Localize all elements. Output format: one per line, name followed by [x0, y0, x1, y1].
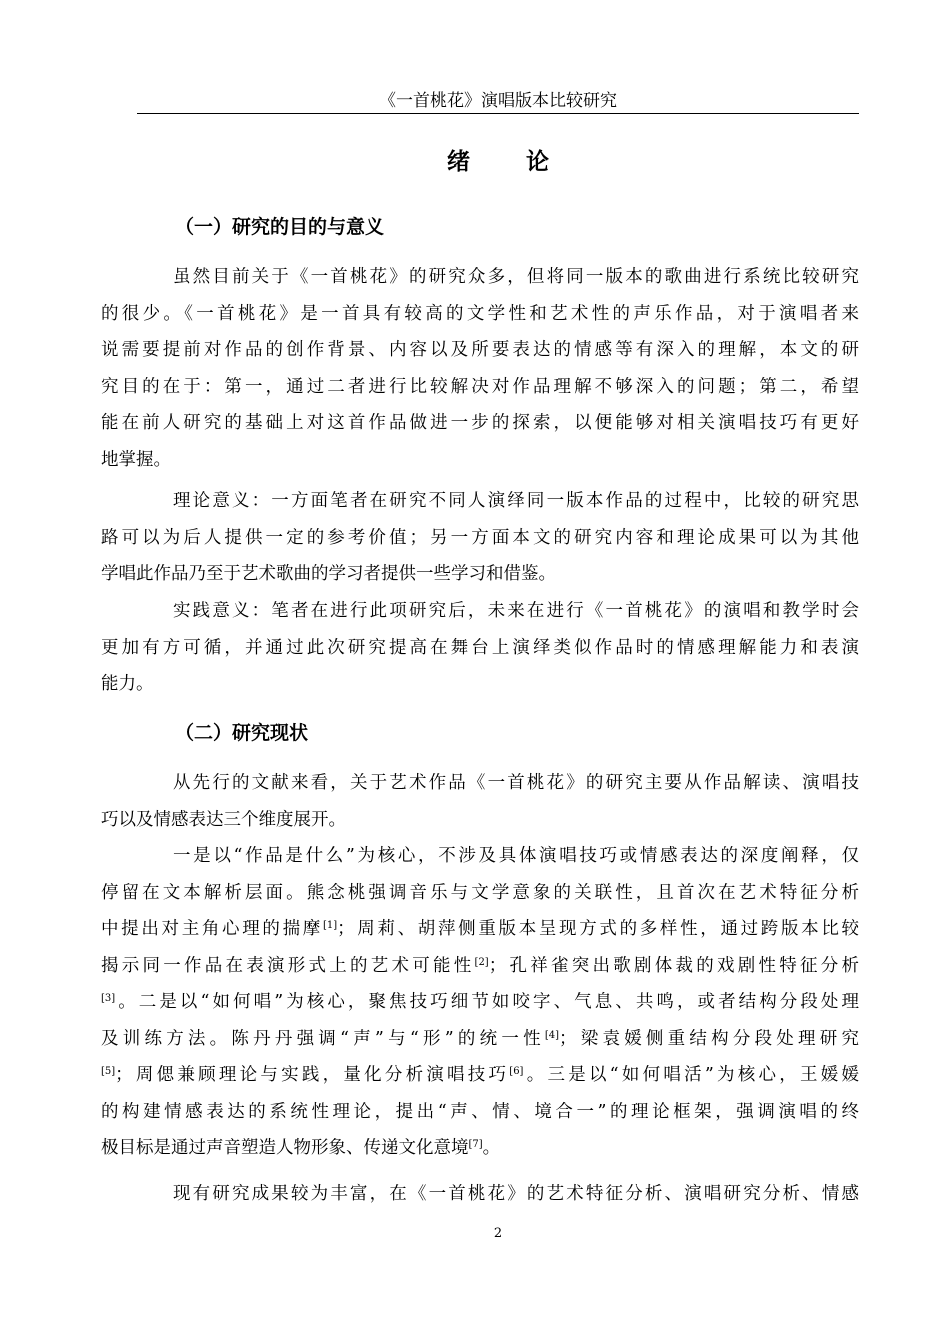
paragraph-literature-review	[101, 838, 860, 1167]
paragraph-line: 停留在文本解析层面。熊念桃强调音乐与文学意象的关联性，且首次在艺术特征分析	[101, 882, 859, 903]
paragraph-current-results	[137, 1176, 859, 1213]
text-run: 极目标是通过声音塑造人物形象、传递文化意境	[101, 1138, 469, 1158]
paragraph-line	[101, 911, 860, 948]
text-run: 及训练方法。陈丹丹强调“声”与“形”的统一性	[101, 1028, 545, 1049]
paragraph-line	[101, 984, 859, 1021]
paragraph-line	[101, 948, 860, 985]
paragraph-line	[101, 1130, 859, 1167]
citation-ref[interactable]: [6]	[509, 1066, 524, 1077]
chapter-title: 绪论	[447, 148, 605, 175]
paragraph-line: 虽然目前关于《一首桃花》的研究众多，但将同一版本的歌曲进行系统比较研究	[173, 267, 859, 287]
paragraph-line: 巧以及情感表达三个维度展开。	[101, 809, 346, 830]
paragraph-line: 路可以为后人提供一定的参考价值；另一方面本文的研究内容和理论成果可以为其他	[101, 527, 859, 548]
citation-ref[interactable]: [7]	[468, 1139, 483, 1150]
paragraph-line: 实践意义：笔者在进行此项研究后，未来在进行《一首桃花》的演唱和教学时会	[173, 601, 859, 621]
text-run: 。二是以“如何唱”为核心，聚焦技巧细节如咬字、气息、共鸣，或者结构分段处理	[115, 992, 859, 1012]
citation-ref[interactable]: [3]	[101, 993, 116, 1004]
paragraph-line: 的很少。《一首桃花》是一首具有较高的文学性和艺术性的声乐作品，对于演唱者来	[101, 303, 859, 324]
paragraph-theory	[101, 483, 859, 593]
citation-ref[interactable]: [5]	[101, 1066, 116, 1077]
paragraph-line: 现有研究成果较为丰富，在《一首桃花》的艺术特征分析、演唱研究分析、情感	[173, 1184, 859, 1204]
text-run: 。	[482, 1138, 501, 1158]
header-rule	[137, 113, 859, 114]
citation-ref[interactable]: [1]	[322, 920, 338, 931]
paragraph-line: 理论意义：一方面笔者在研究不同人演绎同一版本作品的过程中，比较的研究思	[173, 491, 859, 511]
text-run: ；周莉、胡萍侧重版本呈现方式的多样性，通过跨版本比较	[337, 919, 860, 939]
paragraph-line: 能在前人研究的基础上对这首作品做进一步的探索，以便能够对相关演唱技巧有更好	[101, 413, 859, 433]
citation-ref[interactable]: [4]	[544, 1029, 560, 1041]
text-run: 中提出对主角心理的揣摩	[101, 919, 323, 939]
text-run: ；孔祥雀突出歌剧体裁的戏剧性特征分析	[488, 955, 860, 976]
paragraph-line: 地掌握。	[101, 449, 171, 470]
paragraph-line: 说需要提前对作品的创作背景、内容以及所要表达的情感等有深入的理解，本文的研	[101, 340, 859, 360]
text-run: 。三是以“如何唱活”为核心，王媛媛	[523, 1065, 859, 1085]
paragraph-line: 一是以“作品是什么”为核心，不涉及具体演唱技巧或情感表达的深度阐释，仅	[173, 846, 859, 866]
paragraph-purpose	[101, 259, 859, 478]
paragraph-line: 学唱此作品乃至于艺术歌曲的学习者提供一些学习和借鉴。	[101, 564, 556, 584]
paragraph-line: 能力。	[101, 674, 154, 694]
paragraph-line: 更加有方可循，并通过此次研究提高在舞台上演绎类似作品时的情感理解能力和表演	[101, 637, 859, 658]
text-run: ；梁袁媛侧重结构分段处理研究	[559, 1028, 859, 1049]
citation-ref[interactable]: [2]	[474, 956, 489, 968]
paragraph-line: 究目的在于：第一，通过二者进行比较解决对作品理解不够深入的问题；第二，希望	[101, 376, 859, 397]
paragraph-line: 从先行的文献来看，关于艺术作品《一首桃花》的研究主要从作品解读、演唱技	[173, 773, 859, 793]
section-heading-purpose: （一）研究的目的与意义	[175, 216, 385, 238]
text-run: 揭示同一作品在表演形式上的艺术可能性	[101, 955, 475, 976]
page-number: 2	[493, 1226, 503, 1241]
paragraph-line	[101, 1057, 859, 1094]
paragraph-practice	[101, 593, 859, 703]
paragraph-literature-intro	[101, 765, 859, 838]
paragraph-line	[101, 1021, 859, 1058]
running-header: 《一首桃花》演唱版本比较研究	[379, 91, 617, 111]
section-heading-status: （二）研究现状	[175, 722, 309, 744]
text-run: ；周偲兼顾理论与实践，量化分析演唱技巧	[115, 1065, 510, 1085]
paragraph-line: 的构建情感表达的系统性理论，提出“声、情、境合一”的理论框架，强调演唱的终	[101, 1101, 859, 1122]
